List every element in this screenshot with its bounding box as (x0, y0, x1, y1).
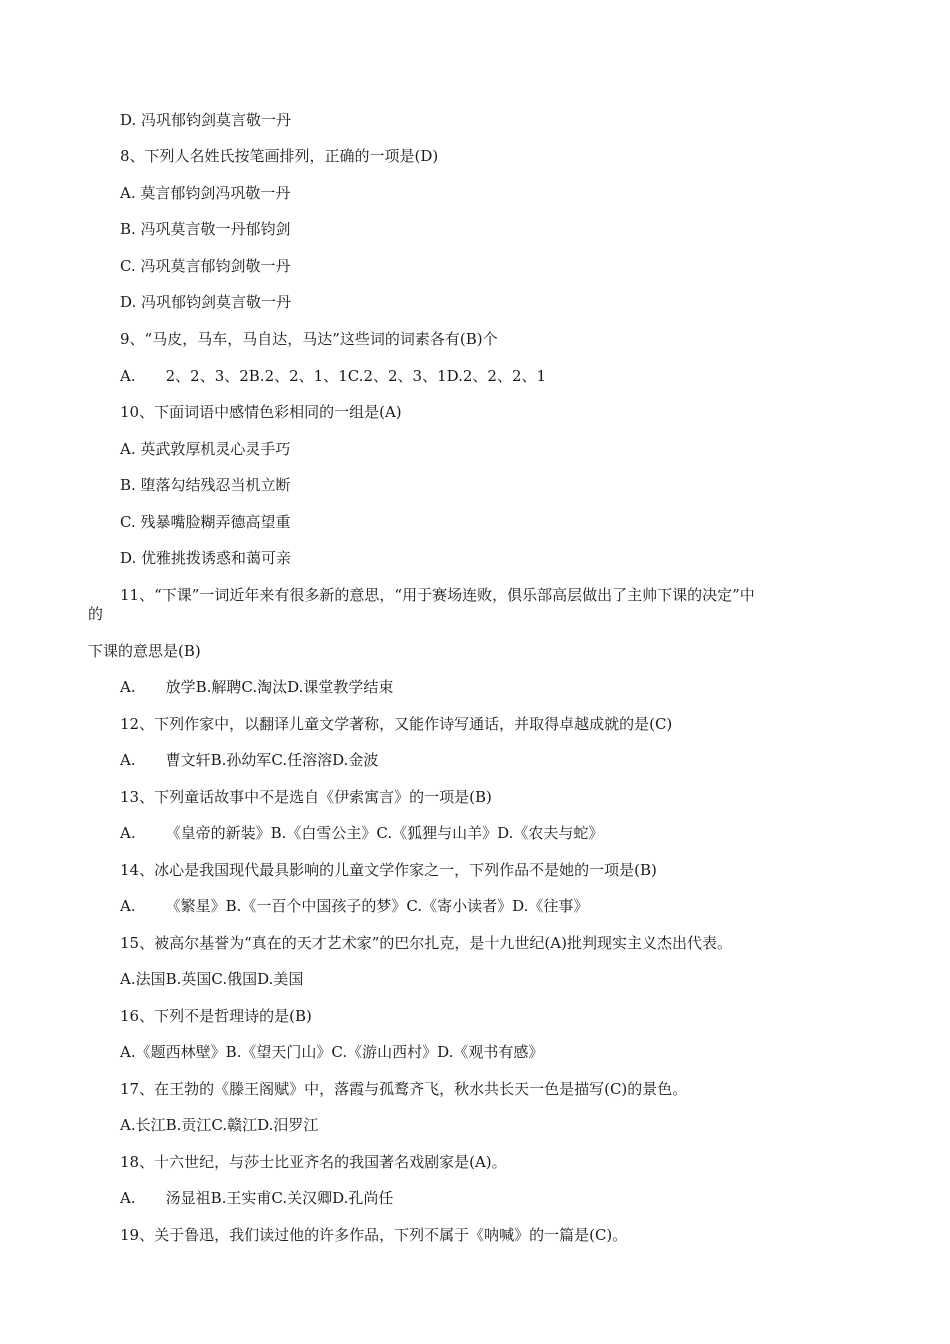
options-18 (120, 1188, 393, 1208)
option-8b: B. 冯巩莫言敬一丹郁钧剑 (120, 220, 291, 238)
option-label-a: A. (120, 751, 136, 769)
question-16: 16、下列不是哲理诗的是(B) (120, 1007, 312, 1025)
options-14-text: 《繁星》B.《一百个中国孩子的梦》C.《寄小读者》D.《往事》 (165, 897, 589, 915)
option-label-a: A. (120, 1189, 136, 1207)
options-18-text: 汤显祖B.王实甫C.关汉卿D.孔尚任 (165, 1189, 394, 1207)
option-10b: B. 堕落勾结残忍当机立断 (120, 476, 291, 494)
question-10: 10、下面词语中感情色彩相同的一组是(A) (120, 403, 402, 421)
option-label-a: A. (120, 824, 136, 842)
options-9-text: 2、2、3、2B.2、2、1、1C.2、2、3、1D.2、2、2、1 (165, 367, 547, 385)
text-line-1: D. 冯巩郁钧剑莫言敬一丹 (120, 111, 292, 129)
question-14: 14、冰心是我国现代最具影响的儿童文学作家之一，下列作品不是她的一项是(B) (120, 861, 657, 879)
options-9 (120, 366, 546, 386)
options-13-text: 《皇帝的新装》B.《白雪公主》C.《狐狸与山羊》D.《农夫与蛇》 (165, 824, 604, 842)
options-11 (120, 677, 393, 697)
question-11-cont: 下课的意思是(B) (88, 642, 201, 660)
option-10c: C. 残暴嘴脸糊弄德高望重 (120, 513, 291, 531)
options-12 (120, 750, 378, 770)
question-13: 13、下列童话故事中不是选自《伊索寓言》的一项是(B) (120, 788, 492, 806)
options-15: A.法国B.英国C.俄国D.美国 (120, 970, 304, 988)
question-12: 12、下列作家中，以翻译儿童文学著称，又能作诗写通话，并取得卓越成就的是(C) (120, 715, 673, 733)
options-14 (120, 896, 588, 916)
option-10d: D. 优雅挑拨诱惑和蔼可亲 (120, 549, 292, 567)
question-11-wrap: 的 (88, 605, 104, 623)
option-label-a: A. (120, 678, 136, 696)
options-11-text: 放学B.解聘C.淘汰D.课堂教学结束 (165, 678, 394, 696)
options-16: A.《题西林壁》B.《望天门山》C.《游山西村》D.《观书有感》 (120, 1043, 544, 1061)
question-11: 11、“下课”一词近年来有很多新的意思，“用于赛场连败，俱乐部高层做出了主帅下课的决定”中 (120, 586, 755, 604)
options-17: A.长江B.贡江C.赣江D.汨罗江 (120, 1116, 319, 1134)
question-19: 19、关于鲁迅，我们读过他的许多作品，下列不属于《呐喊》的一篇是(C)。 (120, 1226, 628, 1244)
question-8: 8、下列人名姓氏按笔画排列，正确的一项是(D) (120, 147, 439, 165)
option-label-a: A. (120, 367, 136, 385)
option-8c: C. 冯巩莫言郁钧剑敬一丹 (120, 257, 291, 275)
question-17: 17、在王勃的《滕王阁赋》中，落霞与孤鹜齐飞，秋水共长天一色是描写(C)的景色。 (120, 1080, 688, 1098)
question-15: 15、被高尔基誉为“真在的天才艺术家”的巴尔扎克，是十九世纪(A)批判现实主义杰出代表。 (120, 934, 732, 952)
options-13 (120, 823, 603, 843)
option-10a: A. 英武敦厚机灵心灵手巧 (120, 440, 291, 458)
option-8d: D. 冯巩郁钧剑莫言敬一丹 (120, 293, 292, 311)
question-18: 18、十六世纪，与莎士比亚齐名的我国著名戏剧家是(A)。 (120, 1153, 507, 1171)
options-12-text: 曹文轩B.孙幼军C.任溶溶D.金波 (165, 751, 379, 769)
option-8a: A. 莫言郁钧剑冯巩敬一丹 (120, 184, 291, 202)
question-9: 9、“马皮，马车，马自达，马达”这些词的词素各有(B)个 (120, 330, 498, 348)
option-label-a: A. (120, 897, 136, 915)
